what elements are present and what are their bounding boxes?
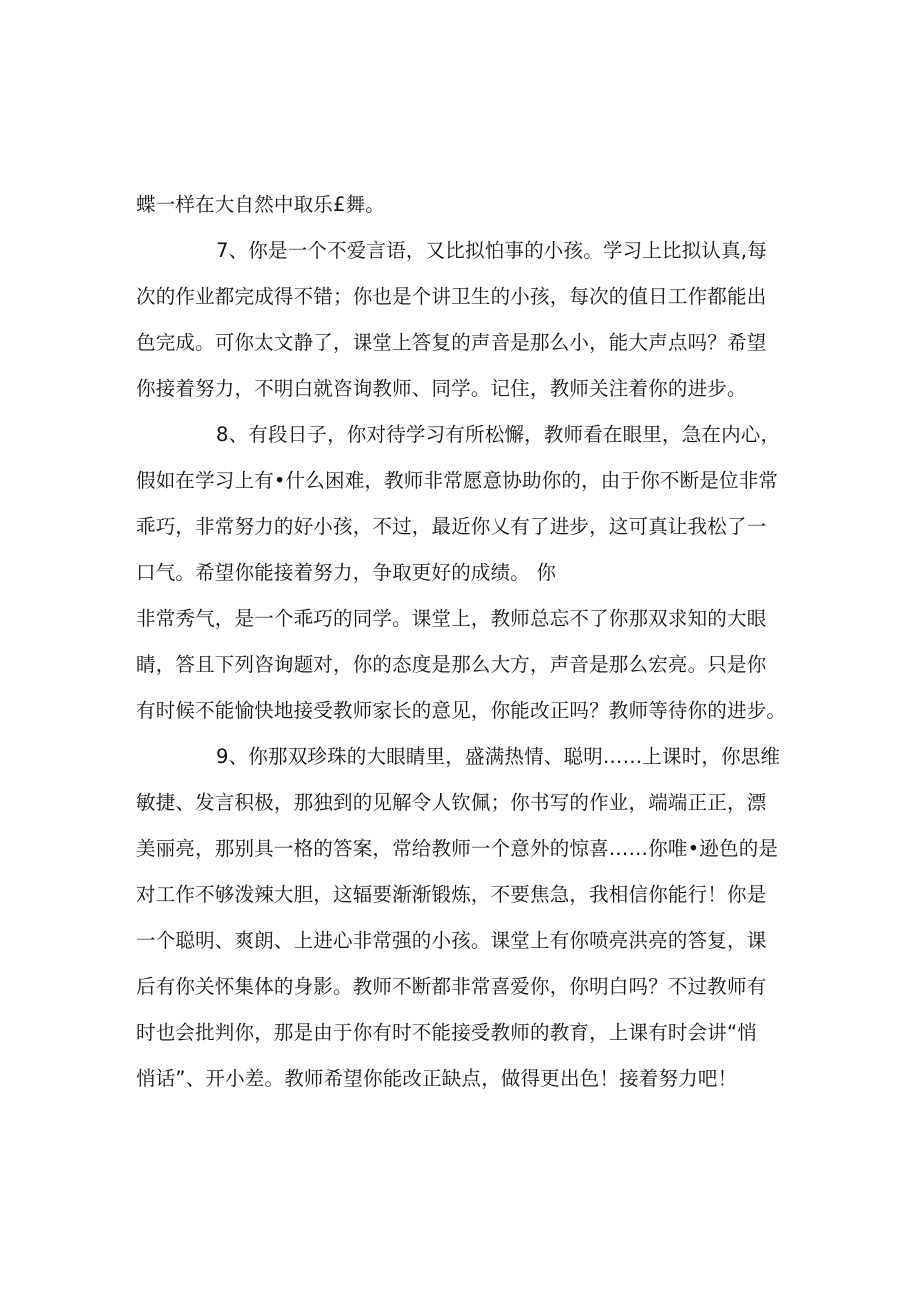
text-line: 敏捷、发言积极，那独到的见解令人钦佩；你书写的作业，端端正正，漂 <box>136 791 767 814</box>
text-line: 色完成。可你太文静了，课堂上答复的声音是那么小，能大声点吗？希望 <box>136 331 767 354</box>
text-line: 一个聪明、爽朗、上进心非常强的小孩。课堂上有你喷亮洪亮的答复，课 <box>136 929 767 952</box>
text-line: 对工作不够泼辣大胆，这辐要渐渐锻炼，不要焦急，我相信你能行！你是 <box>136 883 767 906</box>
text-line: 口气。希望你能接着努力，争取更好的成绩。 你 <box>136 561 557 584</box>
text-line: 假如在学习上有•什么困难，教师非常愿意协助你的，由于你不断是位非常 <box>136 469 779 492</box>
text-line: 次的作业都完成得不错；你也是个讲卫生的小孩，每次的值日工作都能出 <box>136 285 767 308</box>
paragraph-9-first-line: 9、你那双珍珠的大眼睛里，盛满热情、聪明……上课时，你思维 <box>216 745 781 768</box>
text-line: 蝶一样在大自然中取乐£舞。 <box>136 193 386 216</box>
paragraph-7-first-line: 7、你是一个不爱言语，又比拟怕事的小孩。学习上比拟认真,每 <box>216 239 767 262</box>
text-line: 睛，答且下列咨询题对，你的态度是那么大方，声音是那么宏亮。只是你 <box>136 653 767 676</box>
text-line: 后有你关怀集体的身影。教师不断都非常喜爱你，你明白吗？不过教师有 <box>136 975 767 998</box>
text-line: 乖巧，非常努力的好小孩，不过，最近你乂有了进步，这可真让我松了一 <box>136 515 767 538</box>
text-line: 美丽亮，那别具一格的答案，常给教师一个意外的惊喜……你唯•逊色的是 <box>136 837 779 860</box>
text-line: 有时候不能愉快地接受教师家长的意见，你能改正吗？教师等待你的进步。 <box>136 699 787 722</box>
text-line: 你接着努力，不明白就咨询教师、同学。记住，教师关注着你的进步。 <box>136 377 747 400</box>
text-line: 非常秀气，是一个乖巧的同学。课堂上，教师总忘不了你那双求知的大眼 <box>136 607 767 630</box>
text-line: 时也会批判你，那是由于你有时不能接受教师的教育，上课有时会讲“悄 <box>136 1021 758 1044</box>
text-line: 悄话”、开小差。教师希望你能改正缺点，做得更出色！接着努力吧！ <box>136 1067 738 1090</box>
paragraph-8-first-line: 8、有段日子，你对待学习有所松懈，教师看在眼里，急在内心， <box>216 423 781 446</box>
